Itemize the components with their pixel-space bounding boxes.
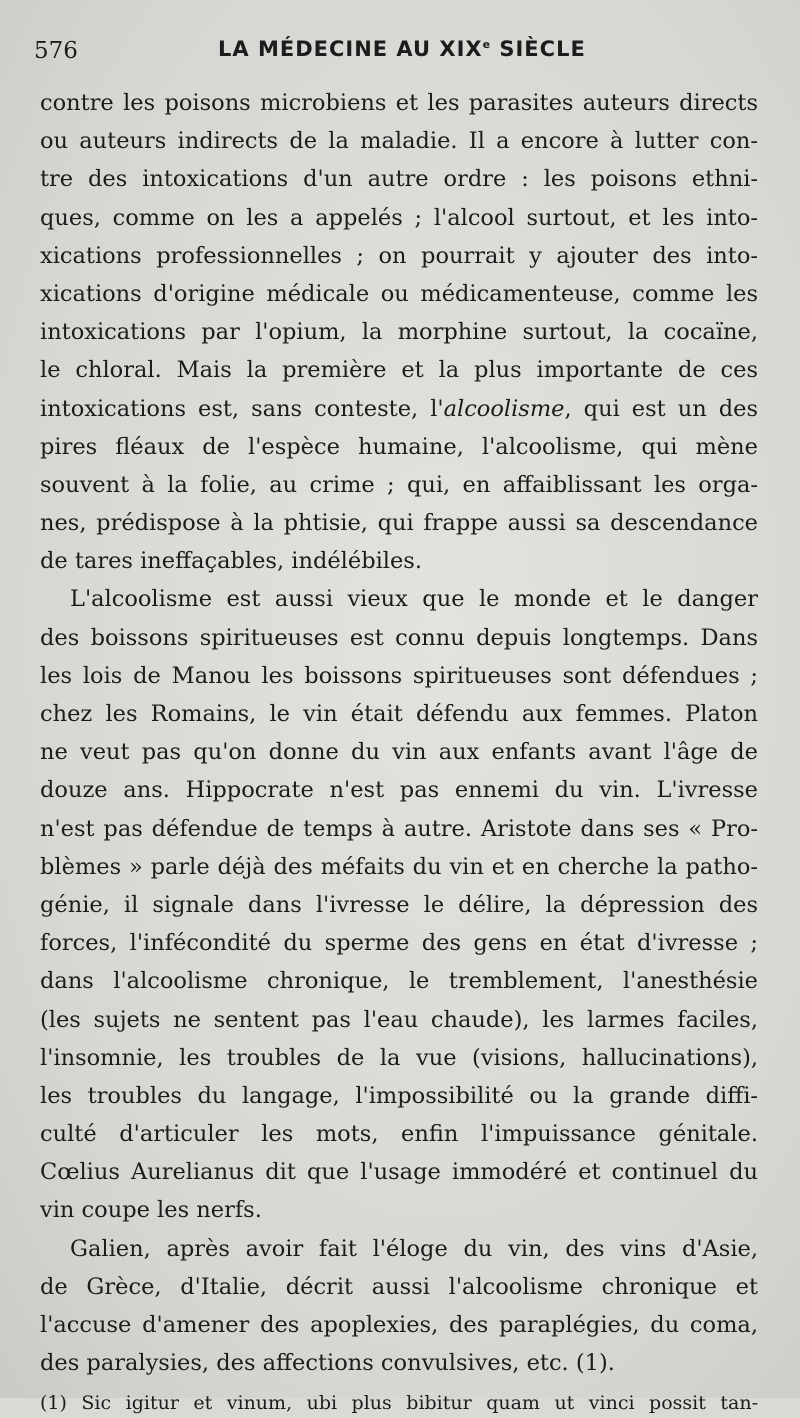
text-line: ne veut pas qu'on donne du vin aux enfants avant l'âge de (40, 739, 758, 766)
text-line: (les sujets ne sentent pas l'eau chaude), les larmes faciles, (40, 1006, 758, 1033)
text-line: les lois de Manou les boissons spiritueuses sont défendues ; (40, 662, 758, 689)
text-line: forces, l'infécondité du sperme des gens en état d'ivresse ; (40, 930, 758, 957)
text-line: Galien, après avoir fait l'éloge du vin, des vins d'Asie, (70, 1235, 758, 1262)
text-line: Cœlius Aurelianus dit que l'usage immodéré et continuel du (40, 1159, 758, 1186)
text-line: des boissons spiritueuses est connu depuis longtemps. Dans (40, 624, 758, 651)
text-line: les troubles du langage, l'impossibilité ou la grande diffi- (40, 1082, 758, 1109)
text-line: tre des intoxications d'un autre ordre : les poisons ethni- (40, 166, 758, 193)
text-line: intoxications par l'opium, la morphine surtout, la cocaïne, (40, 319, 758, 346)
text-line: douze ans. Hippocrate n'est pas ennemi du vin. L'ivresse (40, 777, 758, 804)
text-line: l'accuse d'amener des apoplexies, des paraplégies, du coma, (40, 1312, 758, 1338)
text-line: L'alcoolisme est aussi vieux que le monde et le danger (70, 586, 758, 613)
page-number: 576 (34, 38, 78, 64)
text-line: nes, prédispose à la phtisie, qui frappe aussi sa descendance (40, 510, 758, 537)
text-line: dans l'alcoolisme chronique, le tremblement, l'anesthésie (40, 968, 758, 995)
text-line: vin coupe les nerfs. (40, 1197, 262, 1224)
text-line: de tares ineffaçables, indélébiles. (40, 548, 423, 575)
italic-term: alcoolisme (443, 395, 565, 422)
running-title: LA MÉDECINE AU XIXe SIÈCLE (218, 37, 586, 61)
page-header (34, 30, 758, 70)
text-line: culté d'articuler les mots, enfin l'impuissance génitale. (40, 1121, 758, 1148)
paragraph-2 (40, 580, 758, 1229)
text-line: ques, comme on les a appelés ; l'alcool surtout, et les into- (40, 204, 758, 231)
footnote: (1) Sic igitur et vinum, ubi plus bibitur quam ut vinci possit tan- (40, 1392, 758, 1415)
text-line: pires fléaux de l'espèce humaine, l'alcoolisme, qui mène (40, 433, 758, 460)
text-line: de Grèce, d'Italie, décrit aussi l'alcoolisme chronique et (40, 1273, 758, 1300)
text-line: blèmes » parle déjà des méfaits du vin et en cherche la patho- (40, 853, 758, 880)
text-line: des paralysies, des affections convulsives, etc. (1). (40, 1350, 615, 1377)
text-line: génie, il signale dans l'ivresse le délire, la dépression des (40, 891, 758, 918)
text-line: n'est pas défendue de temps à autre. Aristote dans ses « Pro- (40, 815, 758, 842)
text-line: xications professionnelles ; on pourrait y ajouter des into- (40, 242, 758, 269)
paragraph-1 (40, 84, 758, 580)
paragraph-3 (40, 1230, 758, 1383)
text-line: chez les Romains, le vin était défendu aux femmes. Platon (40, 701, 758, 727)
text-line: intoxications est, sans conteste, l'alcoolisme, qui est un des (40, 395, 758, 422)
text-line: l'insomnie, les troubles de la vue (visions, hallucinations), (40, 1044, 758, 1071)
text-line: le chloral. Mais la première et la plus importante de ces (40, 357, 758, 384)
text-line: contre les poisons microbiens et les parasites auteurs directs (40, 90, 758, 116)
text-line: souvent à la folie, au crime ; qui, en affaiblissant les orga- (40, 471, 758, 498)
text-line: ou auteurs indirects de la maladie. Il a encore à lutter con- (40, 128, 758, 155)
text-line: xications d'origine médicale ou médicamenteuse, comme les (40, 280, 758, 307)
